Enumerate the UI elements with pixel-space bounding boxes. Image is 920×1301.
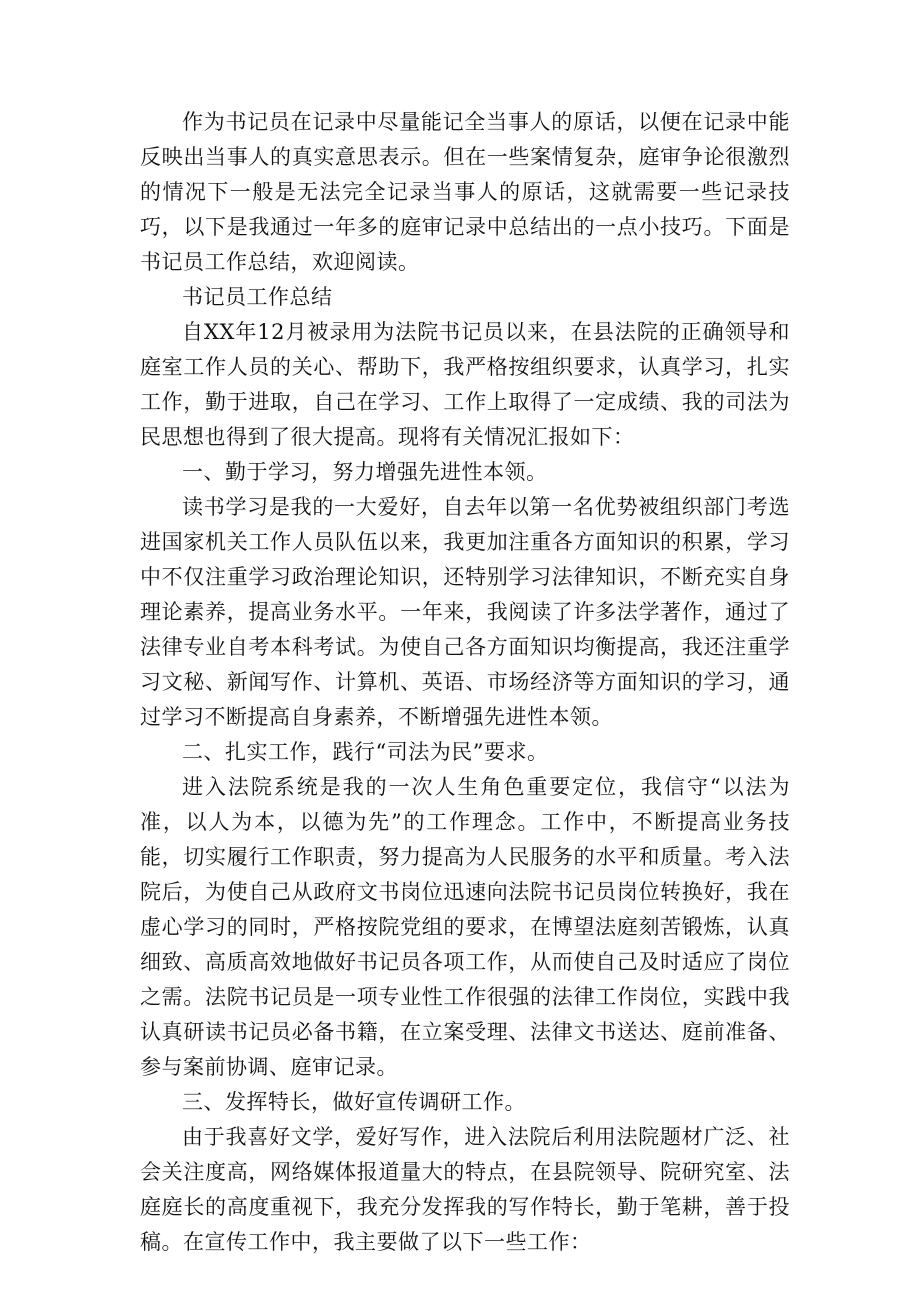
- study-paragraph: 读书学习是我的一大爱好，自去年以第一名优势被组织部门考选进国家机关工作人员队伍以来，我更加注重各方面知识的积累，学习中不仅注重学习政治理论知识，还特别学习法律知识，不断充实自身理论素养，提高业务水平。一年来，我阅读了许多法学著作，通过了法律专业自考本科考试。为使自己各方面知识均衡提高，我还注重学习文秘、新闻写作、计算机、英语、市场经济等方面知识的学习，通过学习不断提高自身素养，不断增强先进性本领。: [140, 495, 790, 729]
- summary-paragraph: 自XX年12月被录用为法院书记员以来，在县法院的正确领导和庭室工作人员的关心、帮助下，我严格按组织要求，认真学习，扎实工作，勤于进取，自己在学习、工作上取得了一定成绩、我的司法为民思想也得到了很大提高。现将有关情况汇报如下：: [140, 320, 790, 449]
- document-title: 书记员工作总结: [182, 285, 333, 309]
- document-body: [140, 105, 790, 1260]
- section-heading-work: 二、扎实工作，践行“司法为民”要求。: [182, 740, 549, 764]
- intro-paragraph: 作为书记员在记录中尽量能记全当事人的原话，以便在记录中能反映出当事人的真实意思表示。但在一些案情复杂，庭审争论很激烈的情况下一般是无法完全记录当事人的原话，这就需要一些记录技巧，以下是我通过一年多的庭审记录中总结出的一点小技巧。下面是书记员工作总结，欢迎阅读。: [140, 110, 790, 274]
- work-paragraph: 进入法院系统是我的一次人生角色重要定位，我信守“以法为准，以人为本，以德为先”的工作理念。工作中，不断提高业务技能，切实履行工作职责，努力提高为人民服务的水平和质量。考入法院后，为使自己从政府文书岗位迅速向法院书记员岗位转换好，我在虚心学习的同时，严格按院党组的要求，在博望法庭刻苦锻炼，认真细致、高质高效地做好书记员各项工作，从而使自己及时适应了岗位之需。法院书记员是一项专业性工作很强的法律工作岗位，实践中我认真研读书记员必备书籍，在立案受理、法律文书送达、庭前准备、参与案前协调、庭审记录。: [140, 775, 790, 1079]
- section-heading-publicity: 三、发挥特长，做好宣传调研工作。: [182, 1090, 526, 1114]
- publicity-paragraph: 由于我喜好文学，爱好写作，进入法院后利用法院题材广泛、社会关注度高，网络媒体报道量大的特点，在县院领导、院研究室、法庭庭长的高度重视下，我充分发挥我的写作特长，勤于笔耕，善于投稿。在宣传工作中，我主要做了以下一些工作：: [140, 1125, 790, 1254]
- section-heading-study: 一、勤于学习，努力增强先进性本领。: [182, 460, 548, 484]
